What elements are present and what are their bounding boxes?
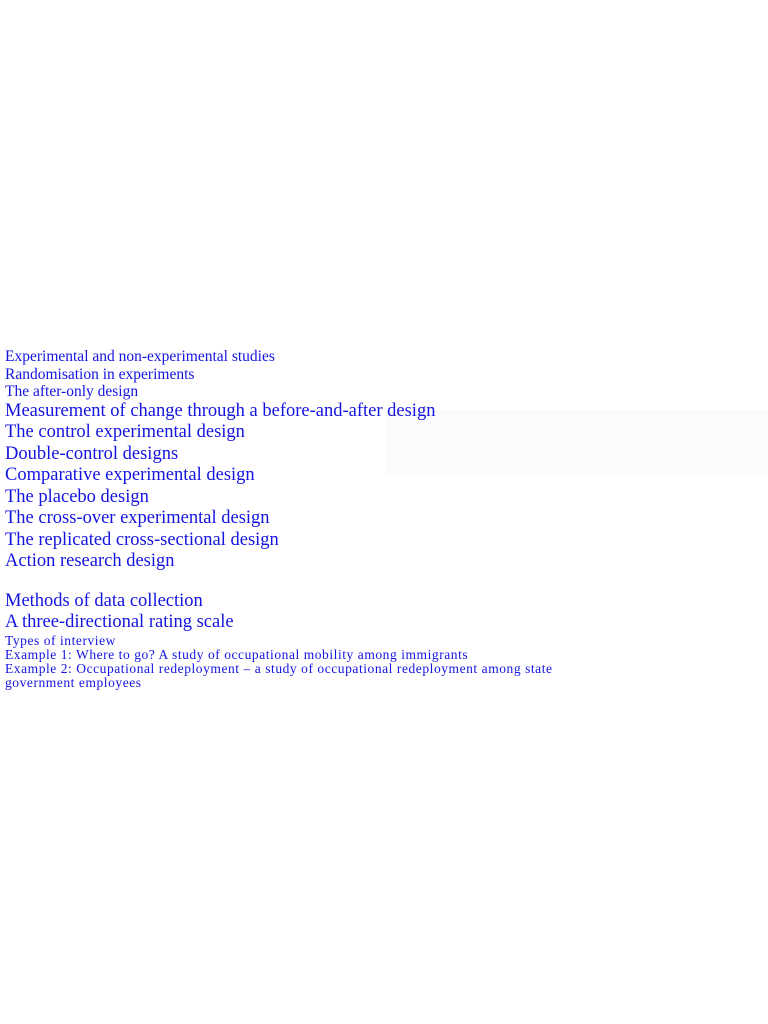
toc-link-methods-of-data-collection[interactable]: Methods of data collection [5, 590, 203, 611]
toc-link-types-of-interview[interactable]: Types of interview [5, 632, 116, 648]
section-gap [5, 573, 725, 591]
toc-link-comparative-experimental-design[interactable]: Comparative experimental design [5, 465, 255, 485]
toc-link-action-research-design[interactable]: Action research design [5, 551, 175, 571]
table-of-figures [5, 348, 725, 690]
toc-link-double-control-designs[interactable]: Double-control designs [5, 443, 179, 464]
toc-link-replicated-cross-sectional-design[interactable]: The replicated cross-sectional design [5, 529, 279, 550]
toc-link-three-directional-rating-scale[interactable]: A three-directional rating scale [5, 612, 234, 632]
toc-link-control-experimental-design[interactable]: The control experimental design [5, 422, 245, 442]
toc-link-placebo-design[interactable]: The placebo design [5, 486, 149, 507]
toc-link-after-only-design[interactable]: The after-only design [5, 383, 139, 400]
toc-link-example-2[interactable]: Example 2: Occupational redeployment – a study of occupational redeployment among state [5, 660, 553, 676]
toc-link-before-and-after-design[interactable]: Measurement of change through a before-and-after design [5, 400, 436, 421]
toc-link-experimental-non-experimental[interactable]: Experimental and non-experimental studies [5, 348, 275, 365]
toc-link-cross-over-design[interactable]: The cross-over experimental design [5, 508, 270, 528]
clipped-line-wrapper [5, 674, 725, 690]
toc-link-example-2-continued[interactable]: government employees [5, 674, 142, 690]
toc-link-randomisation[interactable]: Randomisation in experiments [5, 365, 195, 383]
toc-link-example-1[interactable]: Example 1: Where to go? A study of occupational mobility among immigrants [5, 646, 469, 662]
